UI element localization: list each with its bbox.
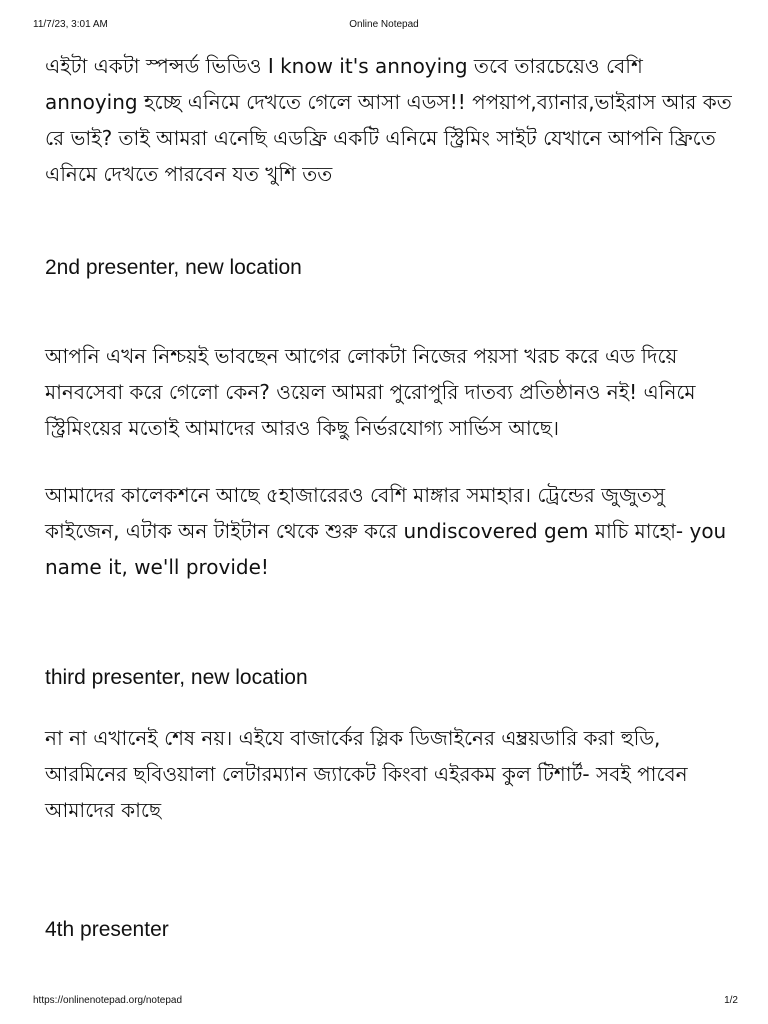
note-heading-third-presenter: third presenter, new location — [45, 666, 308, 689]
print-page-title: Online Notepad — [349, 19, 419, 30]
note-paragraph-2: আপনি এখন নিশ্চয়ই ভাবছেন আগের লোকটা নিজের পয়সা খরচ করে এড দিয়ে মানবসেবা করে গেলো কেন? ওয়েল আমরা পুরোপুরি দাতব্য প্রতিষ্ঠানও নই! এনিমে স্ট্রিমিংয়ের মতোই আমাদের আরও কিছু নির্ভরযোগ্য সার্ভিস আছে। — [45, 344, 696, 440]
print-datetime: 11/7/23, 3:01 AM — [33, 19, 108, 30]
note-heading-2nd-presenter: 2nd presenter, new location — [45, 256, 302, 279]
print-url: https://onlinenotepad.org/notepad — [33, 995, 183, 1006]
note-paragraph-3: আমাদের কালেকশনে আছে ৫হাজারেরও বেশি মাঙ্গার সমাহার। ট্রেন্ডের জুজুতসু কাইজেন, এটাক অন টাইটান থেকে শুরু করে undiscovered gem মাচি মাহো- you name it, we'll provide! — [45, 483, 727, 579]
note-paragraph-1: এইটা একটা স্পন্সর্ড ভিডিও I know it's annoying তবে তারচেয়েও বেশি annoying হচ্ছে এনিমে দেখতে গেলে আসা এডস!! পপয়াপ,ব্যানার,ভাইরাস আর কত রে ভাই? তাই আমরা এনেছি এডফ্রি একটি এনিমে স্ট্রিমিং সাইট যেখানে আপনি ফ্রিতে এনিমে দেখতে পারবেন যত খুশি তত — [45, 54, 732, 186]
note-paragraph-4: না না এখানেই শেষ নয়। এইযে বাজার্কের স্লিক ডিজাইনের এম্ব্রয়ডারি করা হুডি, আরমিনের ছবিওয়ালা লেটারম্যান জ্যাকেট কিংবা এইরকম কুল টিশার্ট- সবই পাবেন আমাদের কাছে — [45, 726, 688, 822]
print-page-number: 1/2 — [724, 995, 738, 1006]
note-heading-4th-presenter: 4th presenter — [45, 918, 169, 941]
